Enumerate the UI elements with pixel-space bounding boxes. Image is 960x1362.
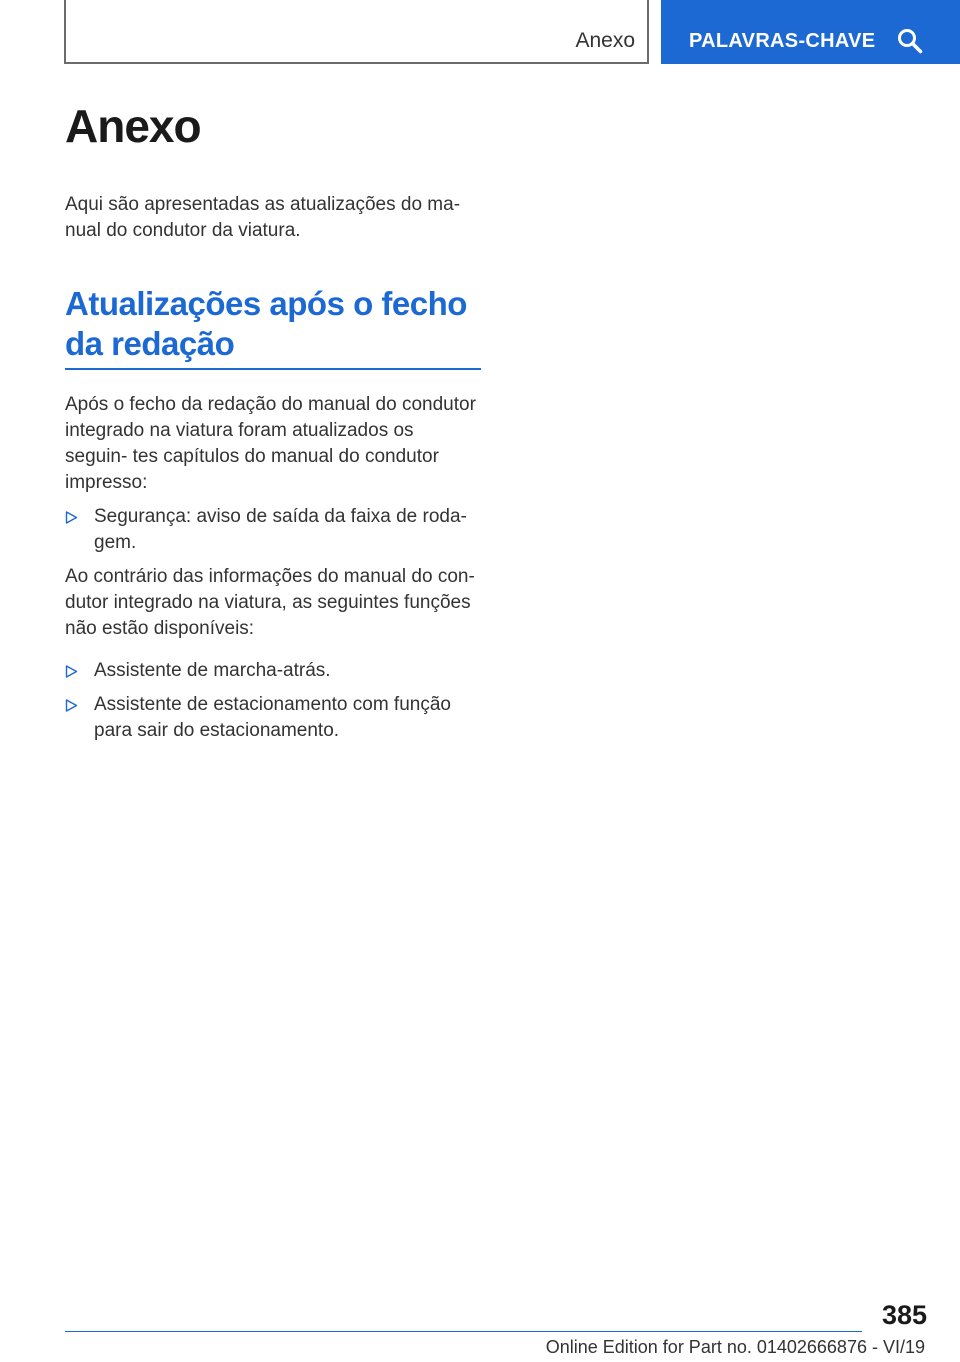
section-heading: Atualizações após o fecho da redação: [65, 284, 481, 370]
page-number: 385: [881, 1300, 927, 1330]
section-paragraph-2: Ao contrário das informações do manual do con‐ dutor integrado na viatura, as seguintes funções não estão disponíveis:: [65, 566, 475, 639]
list-item-text: Assistente de marcha-atrás.: [94, 660, 331, 681]
triangle-bullet-icon: [65, 699, 78, 712]
bullet-list-2: [65, 658, 481, 744]
keywords-button-label: PALAVRAS-CHAVE: [689, 30, 876, 52]
section-paragraph-1: Após o fecho da redação do manual do condutor integrado na viatura foram atualizados os seguin‐ tes capítulos do manual do condutor impresso:: [65, 394, 476, 493]
list-item-text: Assistente de estacionamento com função para sair do estacionamento.: [94, 694, 451, 741]
bullet-list-1: [65, 504, 481, 556]
header-chapter-box: [64, 0, 649, 64]
list-item: [65, 658, 481, 684]
footer-divider: [65, 1331, 862, 1332]
list-item: [65, 692, 481, 744]
triangle-bullet-icon: [65, 511, 78, 524]
intro-paragraph: Aqui são apresentadas as atualizações do ma‐ nual do condutor da viatura.: [65, 194, 461, 241]
page-content: [65, 98, 481, 752]
search-icon: [897, 28, 923, 54]
page-title: Anexo: [65, 100, 201, 152]
list-item-text: Segurança: aviso de saída da faixa de roda‐ gem.: [94, 506, 467, 553]
header-section-label: Anexo: [575, 29, 635, 52]
footer-edition-text: Online Edition for Part no. 01402666876 - VI/19: [545, 1337, 925, 1357]
list-item: [65, 504, 481, 556]
keywords-button[interactable]: [661, 0, 960, 64]
triangle-bullet-icon: [65, 665, 78, 678]
